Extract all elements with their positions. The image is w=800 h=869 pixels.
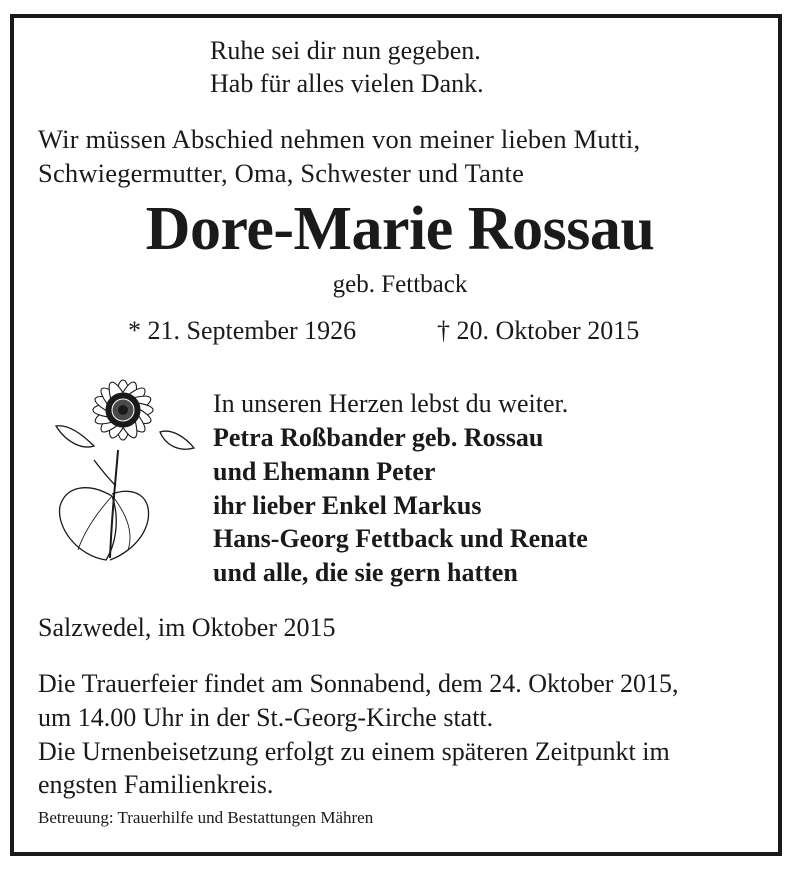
birth-date: * 21. September 1926 — [128, 316, 357, 345]
deceased-name: Dore-Marie Rossau — [145, 195, 655, 263]
verse-line-1: Ruhe sei dir nun gegeben. — [210, 36, 481, 65]
mourner-3: ihr lieber Enkel Markus — [213, 491, 482, 520]
ceremony-line-4: engsten Familienkreis. — [38, 770, 274, 799]
ceremony-line-3: Die Urnenbeisetzung erfolgt zu einem späteren Zeitpunkt im — [38, 737, 670, 766]
mourner-5: und alle, die sie gern hatten — [213, 558, 518, 587]
birth-name: geb. Fettback — [332, 271, 468, 298]
mourner-4: Hans-Georg Fettback und Renate — [213, 524, 588, 553]
quote-line: In unseren Herzen lebst du weiter. — [213, 389, 569, 418]
sunflower-icon — [48, 368, 198, 568]
verse-line-2: Hab für alles vielen Dank. — [210, 69, 484, 98]
intro-line-1: Wir müssen Abschied nehmen von meiner lieben Mutti, — [38, 124, 641, 154]
intro-line-2: Schwiegermutter, Oma, Schwester und Tante — [38, 158, 525, 188]
ceremony-line-2: um 14.00 Uhr in der St.-Georg-Kirche statt. — [38, 703, 494, 732]
mourner-1: Petra Roßbander geb. Rossau — [213, 423, 544, 452]
death-date: † 20. Oktober 2015 — [437, 316, 640, 345]
funeral-home-credit: Betreuung: Trauerhilfe und Bestattungen Mähren — [38, 808, 374, 827]
place-date: Salzwedel, im Oktober 2015 — [38, 613, 336, 642]
ceremony-line-1: Die Trauerfeier findet am Sonnabend, dem 24. Oktober 2015, — [38, 669, 679, 698]
mourner-2: und Ehemann Peter — [213, 457, 436, 486]
